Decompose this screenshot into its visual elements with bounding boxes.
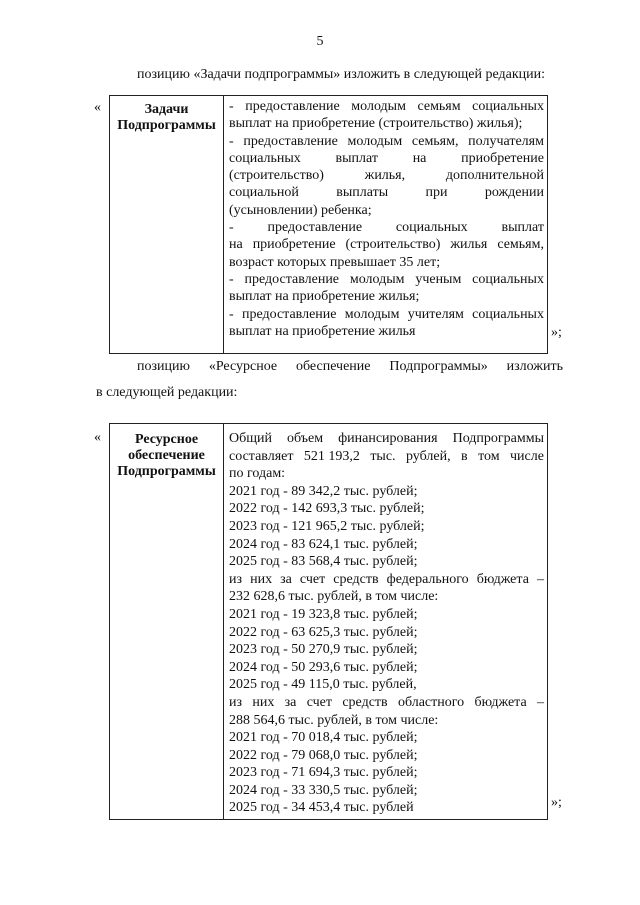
resources-line: 2023 год - 71 694,3 тыс. рублей; <box>229 765 418 781</box>
resources-line: 2022 год - 142 693,3 тыс. рублей; <box>229 501 425 517</box>
resources-table <box>109 423 548 820</box>
closing-quote-2: »; <box>551 795 562 810</box>
resources-line: из них за счет средств областного бюджета – <box>229 694 544 710</box>
resources-line: 2022 год - 63 625,3 тыс. рублей; <box>229 624 418 640</box>
resources-line: 2024 год - 50 293,6 тыс. рублей; <box>229 659 418 675</box>
intro-word: обеспечение <box>295 359 371 374</box>
resources-heading-line: Подпрограммы <box>117 464 216 479</box>
intro-word: «Ресурсное <box>208 359 278 374</box>
tasks-heading-line: Задачи <box>144 102 189 117</box>
opening-quote-1: « <box>94 100 101 115</box>
tasks-table <box>109 95 548 354</box>
resources-line: 2024 год - 33 330,5 тыс. рублей; <box>229 782 418 798</box>
tasks-line: выплат на приобретение (строительство) жилья); <box>229 116 523 132</box>
tasks-line: на приобретение (строительство) жилья семьям, <box>229 237 544 253</box>
resources-line: из них за счет средств федерального бюджета – <box>229 571 544 587</box>
tasks-line: выплат на приобретение жилья <box>229 323 416 339</box>
tasks-heading-line: Подпрограммы <box>117 118 216 133</box>
intro-paragraph-resources-line2: в следующей редакции: <box>96 385 238 400</box>
resources-line: Общий объем финансирования Подпрограммы <box>229 431 544 446</box>
resources-line: 2021 год - 89 342,2 тыс. рублей; <box>229 483 418 499</box>
resources-line: 2021 год - 70 018,4 тыс. рублей; <box>229 730 418 746</box>
tasks-line: - предоставление молодым учителям социальных <box>229 306 544 322</box>
resources-heading-line: обеспечение <box>128 448 205 463</box>
intro-word: позицию <box>137 359 190 374</box>
resources-heading-cell <box>110 424 224 819</box>
intro-paragraph-resources <box>137 358 563 376</box>
intro-word: изложить <box>506 359 563 374</box>
resources-line: 232 628,6 тыс. рублей, в том числе: <box>229 589 439 605</box>
tasks-line: - предоставление молодым семьям, получателям <box>229 133 544 149</box>
tasks-line: социальных выплат на приобретение <box>229 150 544 166</box>
resources-line: 2025 год - 34 453,4 тыс. рублей <box>229 800 414 816</box>
page-number: 5 <box>316 34 324 49</box>
closing-quote-1: »; <box>551 325 562 340</box>
tasks-line: социальной выплаты при рождении <box>229 185 544 201</box>
tasks-line: - предоставление молодым ученым социальных <box>229 271 544 287</box>
resources-line: 2025 год - 83 568,4 тыс. рублей; <box>229 554 418 570</box>
tasks-line: - предоставление молодым семьям социальных <box>229 99 544 114</box>
resources-content-cell <box>224 424 547 819</box>
tasks-line: возраст которых превышает 35 лет; <box>229 254 441 270</box>
resources-line: 2023 год - 121 965,2 тыс. рублей; <box>229 518 425 534</box>
intro-word: Подпрограммы» <box>389 359 488 374</box>
intro-paragraph-tasks: позицию «Задачи подпрограммы» изложить в следующей редакции: <box>137 67 546 82</box>
resources-line: составляет 521 193,2 тыс. рублей, в том числе <box>229 448 544 464</box>
tasks-heading-cell <box>110 96 224 353</box>
tasks-line: (усыновлении) ребенка; <box>229 202 372 218</box>
resources-line: 2021 год - 19 323,8 тыс. рублей; <box>229 606 418 622</box>
tasks-content-cell <box>224 96 547 353</box>
resources-line: 2022 год - 79 068,0 тыс. рублей; <box>229 747 418 763</box>
tasks-line: выплат на приобретение жилья; <box>229 289 420 305</box>
resources-line: 2025 год - 49 115,0 тыс. рублей, <box>229 677 417 693</box>
tasks-line: - предоставление социальных выплат <box>229 220 544 236</box>
tasks-line: (строительство) жилья, дополнительной <box>229 168 544 184</box>
opening-quote-2: « <box>94 430 101 445</box>
resources-line: 288 564,6 тыс. рублей, в том числе: <box>229 712 439 728</box>
resources-line: 2023 год - 50 270,9 тыс. рублей; <box>229 642 418 658</box>
resources-line: 2024 год - 83 624,1 тыс. рублей; <box>229 536 418 552</box>
resources-line: по годам: <box>229 466 286 482</box>
resources-heading-line: Ресурсное <box>134 432 199 447</box>
